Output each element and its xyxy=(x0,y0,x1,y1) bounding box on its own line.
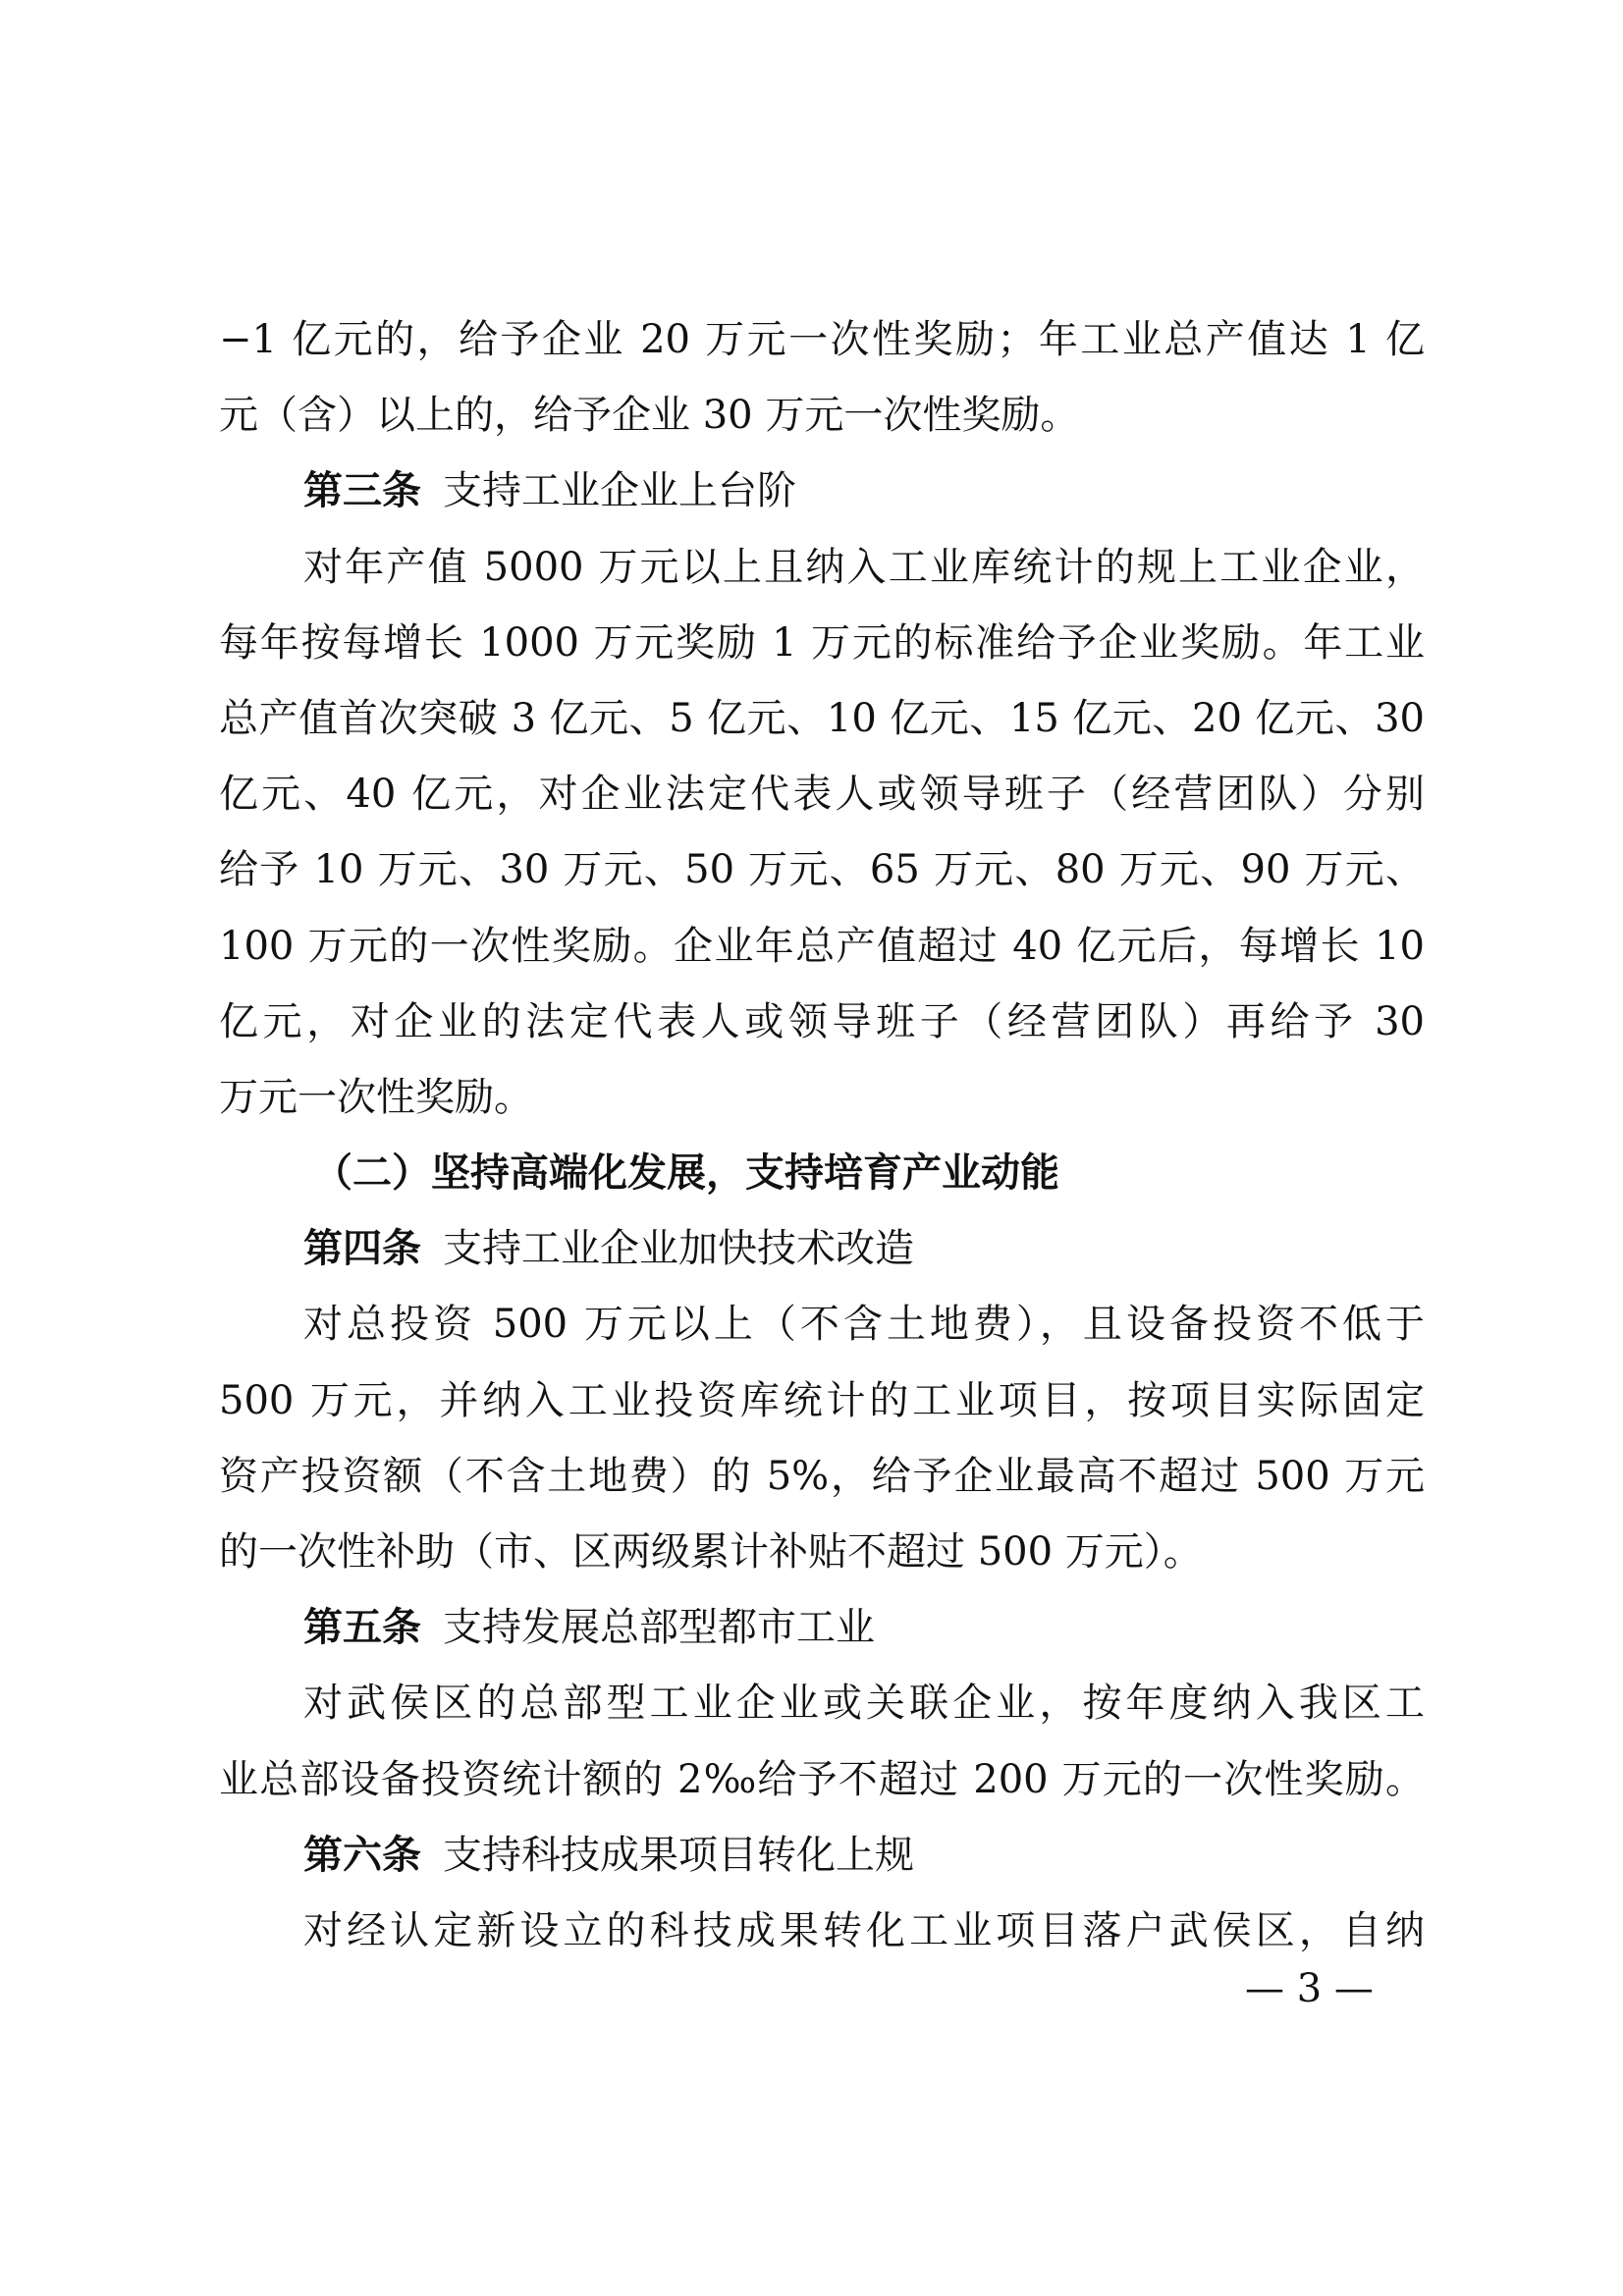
text-line: 每年按每增长 1000 万元奖励 1 万元的标准给予企业奖励。年工业 xyxy=(219,619,1425,666)
article-label: 第六条 xyxy=(303,1832,421,1878)
article-label: 第五条 xyxy=(303,1605,421,1651)
article-label: 第四条 xyxy=(303,1226,421,1272)
text-line: 的一次性补助（市、区两级累计补贴不超过 500 万元）。 xyxy=(219,1529,1203,1575)
article-heading-6 xyxy=(219,1818,1425,1894)
text-line: 对武侯区的总部型工业企业或关联企业，按年度纳入我区工 xyxy=(303,1681,1425,1727)
article-label: 第三条 xyxy=(303,468,421,514)
text-line: 500 万元，并纳入工业投资库统计的工业项目，按项目实际固定 xyxy=(219,1377,1425,1423)
page-number: — 3 — xyxy=(1245,1966,1374,2011)
document-body xyxy=(219,302,1425,1969)
section-heading: （二）坚持高端化发展，支持培育产业动能 xyxy=(313,1150,1059,1197)
article-title: 支持发展总部型都市工业 xyxy=(443,1605,875,1651)
text-line: 业总部设备投资统计额的 2‰给予不超过 200 万元的一次性奖励。 xyxy=(219,1756,1425,1802)
text-line: 亿元，对企业的法定代表人或领导班子（经营团队）再给予 30 xyxy=(219,998,1425,1044)
text-line: −1 亿元的，给予企业 20 万元一次性奖励；年工业总产值达 1 亿 xyxy=(219,317,1425,362)
text-line: 对经认定新设立的科技成果转化工业项目落户武侯区，自纳 xyxy=(303,1907,1425,1953)
article-heading-4 xyxy=(219,1211,1425,1287)
text-line: 亿元、40 亿元，对企业法定代表人或领导班子（经营团队）分别 xyxy=(219,772,1425,818)
text-line: 给予 10 万元、30 万元、50 万元、65 万元、80 万元、90 万元、 xyxy=(219,847,1425,893)
article-heading-5 xyxy=(219,1590,1425,1666)
article-title: 支持工业企业上台阶 xyxy=(443,468,796,514)
text-line: 对总投资 500 万元以上（不含土地费），且设备投资不低于 xyxy=(303,1302,1425,1348)
article-title: 支持科技成果项目转化上规 xyxy=(443,1832,914,1878)
text-line: 元（含）以上的，给予企业 30 万元一次性奖励。 xyxy=(219,393,1080,439)
text-line: 总产值首次突破 3 亿元、5 亿元、10 亿元、15 亿元、20 亿元、30 xyxy=(219,695,1425,741)
text-line: 万元一次性奖励。 xyxy=(219,1074,533,1120)
article-title: 支持工业企业加快技术改造 xyxy=(443,1226,914,1272)
text-line: 100 万元的一次性奖励。企业年总产值超过 40 亿元后，每增长 10 xyxy=(219,923,1425,969)
text-line: 对年产值 5000 万元以上且纳入工业库统计的规上工业企业， xyxy=(303,544,1425,590)
article-heading-3 xyxy=(219,454,1425,529)
text-line: 资产投资额（不含土地费）的 5%，给予企业最高不超过 500 万元 xyxy=(219,1453,1425,1499)
